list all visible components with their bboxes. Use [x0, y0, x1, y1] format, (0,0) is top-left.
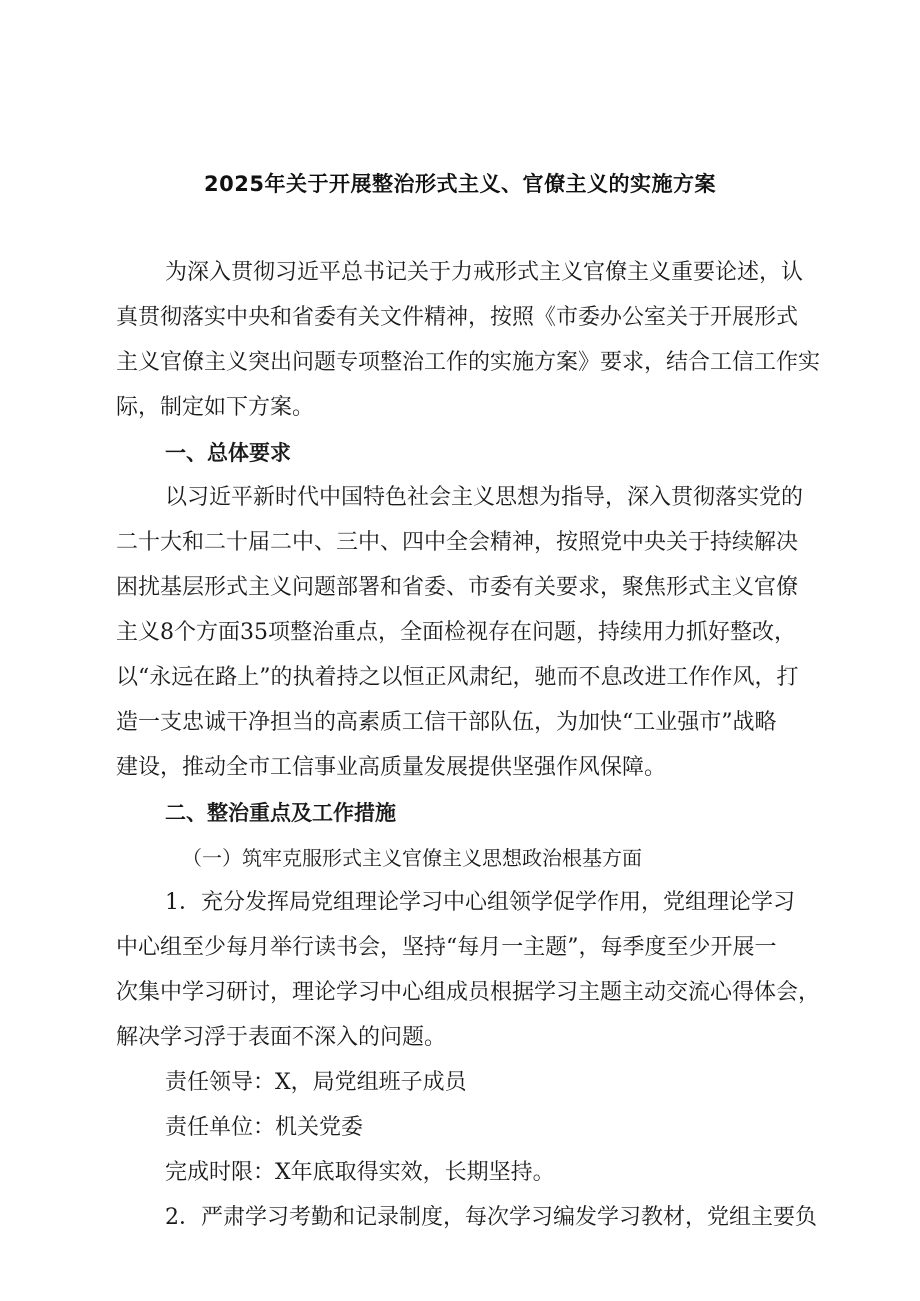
paragraph-line: 主义8个方面35项整治重点，全面检视存在问题，持续用力抓好整改， [116, 620, 796, 645]
paragraph-line: 二十大和二十届二中、三中、四中全会精神，按照党中央关于持续解决 [116, 530, 799, 555]
paragraph-line: 次集中学习研讨，理论学习中心组成员根据学习主题主动交流心得体会， [116, 980, 821, 1005]
paragraph-line: 建设，推动全市工信事业高质量发展提供坚强作风保障。 [116, 755, 667, 780]
paragraph-line: 以习近平新时代中国特色社会主义思想为指导，深入贯彻落实党的 [165, 485, 804, 510]
responsibility-unit: 责任单位：机关党委 [165, 1115, 364, 1140]
paragraph-line: 真贯彻落实中央和省委有关文件精神，按照《市委办公室关于开展形式 [116, 305, 799, 330]
subsection-heading: （一）筑牢克服形式主义官僚主义思想政治根基方面 [182, 846, 642, 870]
paragraph-line: 1．充分发挥局党组理论学习中心组领学促学作用，党组理论学习 [165, 890, 795, 915]
paragraph-line: 造一支忠诚干净担当的高素质工信干部队伍，为加快“工业强市”战略 [116, 710, 777, 735]
completion-deadline: 完成时限：X年底取得实效，长期坚持。 [165, 1160, 555, 1185]
paragraph-line: 2．严肃学习考勤和记录制度，每次学习编发学习教材，党组主要负 [165, 1205, 817, 1230]
paragraph-line: 困扰基层形式主义问题部署和省委、市委有关要求，聚焦形式主义官僚 [116, 575, 799, 600]
section-heading: 一、总体要求 [165, 441, 291, 465]
paragraph-line: 解决学习浮于表面不深入的问题。 [116, 1025, 447, 1050]
paragraph-line: 为深入贯彻习近平总书记关于力戒形式主义官僚主义重要论述，认 [165, 260, 804, 285]
paragraph-line: 主义官僚主义突出问题专项整治工作的实施方案》要求，结合工信工作实 [116, 350, 821, 375]
responsibility-leader: 责任领导：X，局党组班子成员 [165, 1070, 467, 1095]
section-heading: 二、整治重点及工作措施 [165, 801, 396, 825]
document-title: 2025年关于开展整治形式主义、官僚主义的实施方案 [204, 172, 716, 196]
paragraph-line: 以“永远在路上”的执着持之以恒正风肃纪，驰而不息改进工作作风，打 [116, 665, 799, 690]
paragraph-line: 中心组至少每月举行读书会，坚持“每月一主题”，每季度至少开展一 [116, 935, 777, 960]
paragraph-line: 际，制定如下方案。 [116, 395, 315, 420]
